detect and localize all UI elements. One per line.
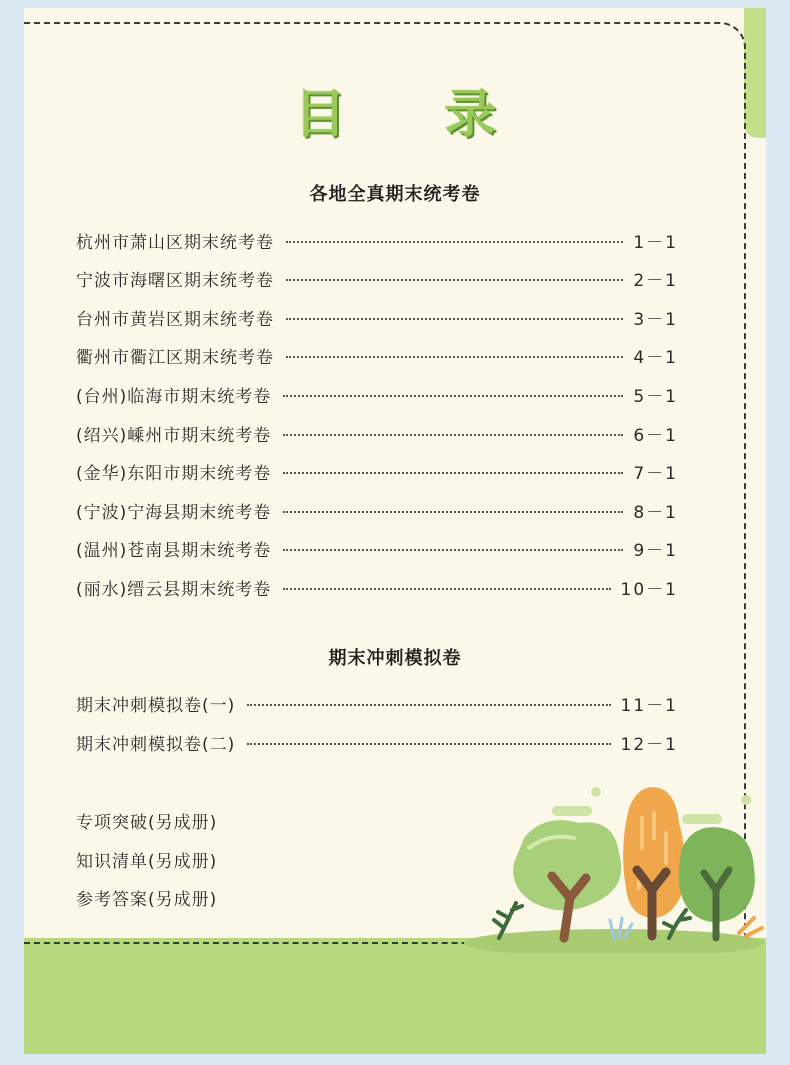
section-heading-exams: 各地全真期末统考卷 — [309, 184, 481, 205]
section-heading-mock: 期末冲刺模拟卷 — [328, 648, 462, 669]
toc-page: 4－1 — [633, 347, 678, 368]
leader-dots — [247, 743, 610, 745]
toc-title: 衢州市衢江区期末统考卷 — [76, 347, 274, 368]
toc-title: 宁波市海曙区期末统考卷 — [76, 270, 274, 291]
toc-row[interactable] — [76, 575, 678, 599]
leader-dots — [283, 588, 610, 590]
toc-page: 11－1 — [620, 695, 678, 716]
extra-item: 专项突破(另成册) — [76, 813, 218, 833]
toc-page: 5－1 — [633, 386, 678, 407]
leader-dots — [247, 704, 610, 706]
toc-page: 1－1 — [633, 232, 678, 253]
toc-page: 2－1 — [633, 270, 678, 291]
leader-dots — [286, 318, 623, 320]
page-title: 目 录 — [293, 85, 537, 145]
toc-page: 12－1 — [620, 734, 678, 755]
leader-dots — [286, 241, 623, 243]
toc-row[interactable] — [76, 730, 678, 754]
leader-dots — [286, 356, 623, 358]
toc-title: (温州)苍南县期末统考卷 — [76, 540, 272, 561]
toc-title: 期末冲刺模拟卷(一) — [76, 695, 236, 716]
toc-title: (金华)东阳市期末统考卷 — [76, 463, 272, 484]
toc-page: 10－1 — [620, 579, 678, 600]
toc-row[interactable] — [76, 305, 678, 329]
extra-item: 参考答案(另成册) — [76, 890, 218, 910]
toc-title: (台州)临海市期末统考卷 — [76, 386, 272, 407]
leader-dots — [283, 434, 623, 436]
leader-dots — [283, 472, 623, 474]
toc-title: 台州市黄岩区期末统考卷 — [76, 309, 274, 330]
extra-item: 知识清单(另成册) — [76, 852, 218, 872]
toc-title: (绍兴)嵊州市期末统考卷 — [76, 425, 272, 446]
toc-page: 9－1 — [633, 540, 678, 561]
toc-page: 6－1 — [633, 425, 678, 446]
toc-row[interactable] — [76, 459, 678, 483]
leader-dots — [283, 395, 623, 397]
toc-row[interactable] — [76, 421, 678, 445]
toc-page: 7－1 — [633, 463, 678, 484]
toc-page: 8－1 — [633, 502, 678, 523]
toc-row[interactable] — [76, 691, 678, 715]
toc-row[interactable] — [76, 382, 678, 406]
toc-row[interactable] — [76, 343, 678, 367]
toc-row[interactable] — [76, 228, 678, 252]
leader-dots — [283, 549, 623, 551]
toc-row[interactable] — [76, 266, 678, 290]
toc-row[interactable] — [76, 498, 678, 522]
leader-dots — [286, 279, 623, 281]
toc-row[interactable] — [76, 536, 678, 560]
toc-title: (丽水)缙云县期末统考卷 — [76, 579, 272, 600]
document-page — [24, 8, 766, 1054]
trees-illustration — [454, 778, 764, 953]
toc-page: 3－1 — [633, 309, 678, 330]
toc-title: 杭州市萧山区期末统考卷 — [76, 232, 274, 253]
toc-title: (宁波)宁海县期末统考卷 — [76, 502, 272, 523]
leader-dots — [283, 511, 623, 513]
bottom-green-band — [24, 938, 766, 1054]
toc-title: 期末冲刺模拟卷(二) — [76, 734, 236, 755]
